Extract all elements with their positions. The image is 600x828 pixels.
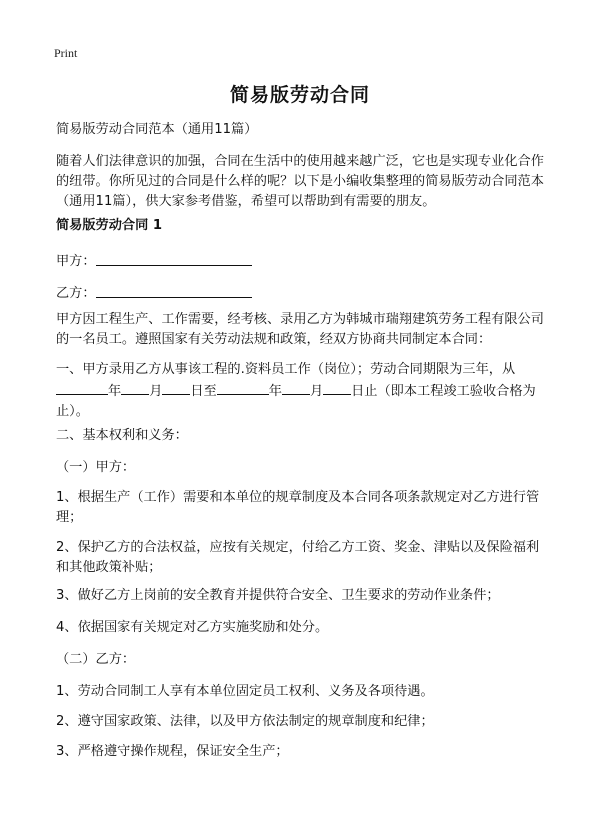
party-a-item-1: 1、根据生产（工作）需要和本单位的规章制度及本合同各项条款规定对乙方进行管理； [56, 490, 540, 525]
party-a-blank [96, 264, 252, 266]
party-a-item-3: 3、做好乙方上岗前的安全教育并提供符合安全、卫生要求的劳动作业条件； [56, 588, 500, 603]
preamble-paragraph: 甲方因工程生产、工作需要，经考核、录用乙方为韩城市瑞翔建筑劳务工程有限公司的一名员工。遵照国家有关劳动法规和政策，经双方协商共同制定本合同： [56, 312, 544, 347]
clause-1-text: 一、甲方录用乙方从事该工程的.资料员工作（岗位）；劳动合同期限为三年，从 [56, 362, 516, 377]
end-month-blank [282, 380, 310, 395]
document-title: 简易版劳动合同 [229, 84, 370, 106]
clause-1-year-label: 年 [108, 384, 122, 399]
party-b-label: 乙方： [56, 286, 96, 301]
clause-1 [56, 360, 550, 422]
clause-1-day-to-label: 日至 [190, 384, 217, 399]
party-a-subheading: （一）甲方： [56, 460, 136, 475]
party-b-item-1: 1、劳动合同制工人享有本单位固定员工权利、义务及各项待遇。 [56, 684, 434, 699]
clause-1-month-label: 月 [149, 384, 163, 399]
party-b-blank [96, 296, 252, 298]
clause-1-end-month-label: 月 [309, 384, 324, 399]
party-a-label: 甲方： [56, 254, 96, 269]
start-month-blank [121, 380, 149, 395]
party-a-item-4: 4、依据国家有关规定对乙方实施奖励和处分。 [56, 620, 329, 635]
print-link[interactable]: Print [54, 46, 78, 60]
clause-2-heading: 二、基本权利和义务： [56, 428, 188, 443]
section-heading: 简易版劳动合同 1 [56, 218, 163, 233]
intro-paragraph: 随着人们法律意识的加强，合同在生活中的使用越来越广泛，它也是实现专业化合作的纽带。你所见过的合同是什么样的呢？以下是小编收集整理的简易版劳动合同范本（通用11篇），供大家参考借鉴，希望可以帮助到有需要的朋友。 [56, 154, 544, 209]
end-year-blank [217, 380, 269, 395]
end-day-blank [323, 380, 351, 395]
party-a-item-2: 2、保护乙方的合法权益，应按有关规定，付给乙方工资、奖金、津贴以及保险福利和其他政策补贴； [56, 540, 540, 575]
start-day-blank [162, 380, 190, 395]
clause-1-end-text: 日止（即本工程竣工验收合格为止）。 [56, 384, 536, 419]
party-b-item-2: 2、遵守国家政策、法律，以及甲方依法制定的规章制度和纪律； [56, 714, 434, 729]
party-b-subheading: （二）乙方： [56, 652, 136, 667]
clause-1-end-year-label: 年 [268, 384, 282, 399]
start-year-blank [56, 380, 108, 395]
party-b-item-3: 3、严格遵守操作规程，保证安全生产； [56, 744, 289, 759]
document-subtitle: 简易版劳动合同范本（通用11篇） [56, 122, 258, 137]
